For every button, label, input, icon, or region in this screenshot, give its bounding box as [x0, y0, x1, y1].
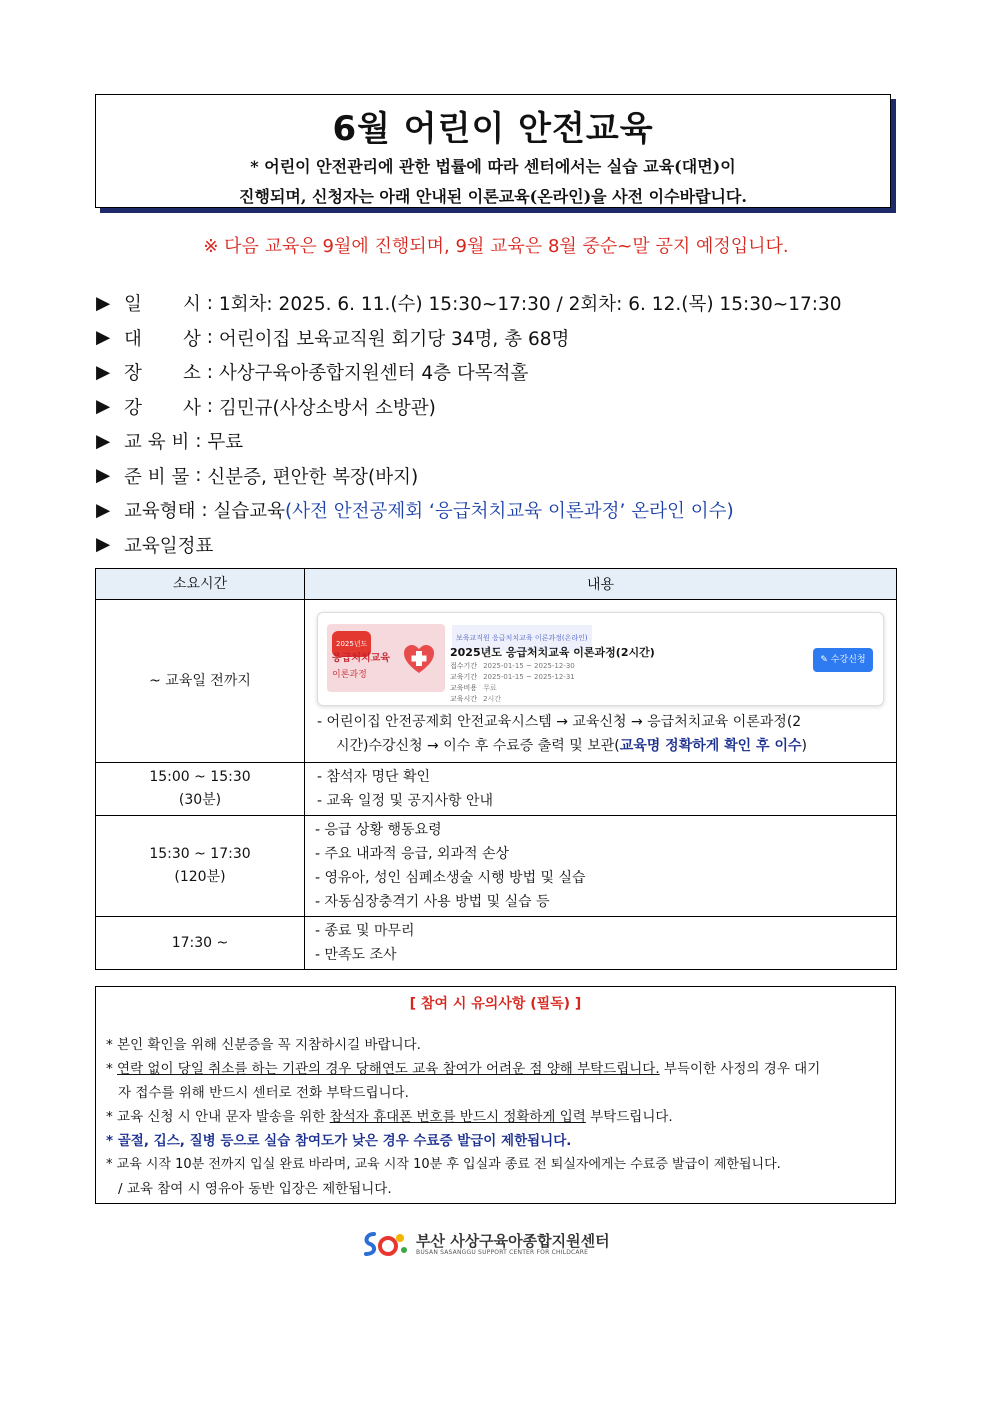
meta-value: 2025-01-15 ~ 2025-12-31: [483, 673, 575, 681]
info-sep: :: [200, 396, 219, 418]
info-sep: :: [195, 499, 214, 521]
org-english-name: BUSAN SASANGGU SUPPORT CENTER FOR CHILDCARE: [416, 1248, 589, 1256]
meta-key: 교육비용: [450, 684, 478, 692]
info-sep: :: [200, 292, 219, 314]
caution-list: [96, 1033, 895, 1201]
footer-text: [416, 1233, 610, 1256]
info-row-schedule: [96, 528, 916, 563]
time-cell: [96, 816, 305, 917]
info-key: 교육형태: [124, 501, 196, 523]
info-sep: :: [189, 430, 208, 452]
thumbnail-title: 응급처치교육: [332, 653, 390, 664]
info-row-supplies: [96, 459, 916, 494]
page-title: 6월 어린이 안전교육: [332, 109, 654, 149]
column-header-content: 내용: [305, 569, 897, 600]
info-value-note: (사전 안전공제회 ‘응급처치교육 이론과정’ 온라인 이수): [284, 501, 734, 523]
time-duration: (120분): [174, 869, 226, 885]
info-row-date: [96, 286, 916, 321]
info-value: 1회차: 2025. 6. 11.(수) 15:30~17:30 / 2회차: 6. 12.(목) 15:30~17:30: [218, 294, 842, 316]
info-key: 대 상: [124, 328, 201, 350]
course-card[interactable]: [317, 612, 884, 706]
content-line: - 어린이집 안전공제회 안전교육시스템 → 교육신청 → 응급처치교육 이론과정(2: [317, 714, 802, 730]
info-key: 준 비 물: [124, 466, 190, 488]
info-key: 강 사: [124, 397, 201, 419]
caution-item: * 본인 확인을 위해 신분증을 꼭 지참하시길 바랍니다.: [106, 1037, 421, 1053]
content-line: - 참석자 명단 확인: [317, 769, 431, 785]
caution-box: [95, 986, 896, 1204]
time-range: ~ 교육일 전까지: [149, 672, 251, 689]
org-name: 부산 사상구육아종합지원센터: [416, 1231, 610, 1250]
subtitle-line-1: * 어린이 안전관리에 관한 법률에 따라 센터에서는 실습 교육(대면)이: [250, 157, 736, 176]
caution-heading: [ 참여 시 유의사항 (필독) ]: [409, 996, 582, 1012]
footer-logo: [360, 1227, 610, 1261]
triangle-bullet-icon: ▶: [96, 327, 111, 349]
info-key: 일 시: [124, 294, 201, 316]
title-box: [95, 94, 891, 208]
content-line-end: ): [801, 738, 807, 754]
content-line: - 영유아, 성인 심폐소생술 시행 방법 및 실습: [315, 870, 586, 886]
content-cell: [305, 600, 897, 763]
caution-item: [106, 1057, 895, 1081]
thumbnail-subtitle: 이론과정: [332, 670, 367, 680]
content-line-highlight: 교육명 정확하게 확인 후 이수: [619, 738, 802, 754]
triangle-bullet-icon: ▶: [96, 361, 111, 383]
time-range: 15:00 ~ 15:30: [149, 769, 251, 785]
info-sep: :: [200, 327, 219, 349]
content-line: - 응급 상황 행동요령: [315, 822, 442, 838]
time-cell: [96, 917, 305, 970]
column-header-time: 소요시간: [96, 569, 305, 600]
course-title: 2025년도 응급처치교육 이론과정(2시간): [450, 646, 655, 659]
content-cell: [305, 917, 897, 970]
content-line: - 만족도 조사: [315, 947, 397, 963]
course-category-tag: 보육교직원 응급처치교육 이론과정(온라인): [452, 625, 592, 651]
thumbnail-year-badge: 2025년도: [332, 631, 371, 657]
time-cell: [96, 763, 305, 816]
content-cell: [305, 763, 897, 816]
info-row-fee: [96, 424, 916, 459]
caution-text: * 교육 신청 시 안내 문자 발송을 위한: [106, 1109, 330, 1125]
table-row: [96, 917, 897, 970]
caution-item-cont: 자 접수를 위해 반드시 센터로 전화 부탁드립니다.: [118, 1085, 409, 1101]
time-cell: [96, 600, 305, 763]
content-line: - 자동심장충격기 사용 방법 및 실습 등: [315, 894, 550, 910]
course-meta: [450, 661, 575, 705]
enroll-button[interactable]: ✎ 수강신청: [813, 648, 873, 672]
next-session-notice: ※ 다음 교육은 9월에 진행되며, 9월 교육은 8월 중순~말 공지 예정입니다.: [203, 236, 789, 257]
info-row-instructor: [96, 390, 916, 425]
table-row: [96, 600, 897, 763]
info-key: 장 소: [124, 363, 201, 385]
triangle-bullet-icon: ▶: [96, 499, 111, 521]
meta-value: 2025-01-15 ~ 2025-12-30: [483, 662, 575, 670]
meta-key: 교육시간: [450, 695, 478, 703]
content-line-text: 시간)수강신청 → 이수 후 수료증 출력 및 보관(: [336, 738, 620, 754]
info-key: 교 육 비: [124, 432, 190, 454]
caution-text: 부탁드립니다.: [585, 1109, 673, 1125]
content-line: - 종료 및 마무리: [315, 923, 415, 939]
meta-value: 무료: [483, 684, 497, 692]
content-cell: [305, 816, 897, 917]
center-logo-icon: [360, 1228, 410, 1260]
meta-key: 접수기간: [450, 662, 478, 670]
meta-value: 2시간: [483, 695, 502, 703]
meta-key: 교육기간: [450, 673, 478, 681]
caution-item: [106, 1105, 895, 1129]
time-range: 15:30 ~ 17:30: [149, 846, 251, 862]
triangle-bullet-icon: ▶: [96, 396, 111, 418]
info-value: 신분증, 편안한 복장(바지): [207, 466, 419, 488]
heart-cross-icon: [402, 643, 436, 679]
info-value: 김민규(사상소방서 소방관): [218, 397, 436, 419]
time-duration: (30분): [178, 792, 222, 808]
table-header-row: [96, 569, 897, 600]
info-value: 어린이집 보육교직원 회기당 34명, 총 68명: [218, 328, 570, 350]
schedule-table: [95, 568, 897, 970]
caution-item-cont: / 교육 참여 시 영유아 동반 입장은 제한됩니다.: [118, 1181, 392, 1197]
info-sep: :: [200, 361, 219, 383]
info-list: [96, 286, 916, 562]
triangle-bullet-icon: ▶: [96, 430, 111, 452]
info-row-place: [96, 355, 916, 390]
content-line: - 주요 내과적 응급, 외과적 손상: [315, 846, 510, 862]
time-range: 17:30 ~: [171, 934, 229, 951]
triangle-bullet-icon: ▶: [96, 292, 111, 314]
info-value: 사상구육아종합지원센터 4층 다목적홀: [218, 363, 529, 385]
caution-underline: 연락 없이 당일 취소를 하는 기관의 경우 당해연도 교육 참여가 어려운 점 양해 부탁드립니다.: [117, 1061, 660, 1077]
triangle-bullet-icon: ▶: [96, 465, 111, 487]
content-line: - 교육 일정 및 공지사항 안내: [317, 793, 494, 809]
table-row: [96, 763, 897, 816]
caution-item-highlight: * 골절, 깁스, 질병 등으로 실습 참여도가 낮은 경우 수료증 발급이 제한됩니다.: [106, 1133, 572, 1149]
caution-item: * 교육 시작 10분 전까지 입실 완료 바라며, 교육 시작 10분 후 입실과 종료 전 퇴실자에게는 수료증 발급이 제한됩니다.: [106, 1157, 781, 1172]
content-line: [315, 734, 886, 758]
triangle-bullet-icon: ▶: [96, 534, 111, 556]
info-value: 실습교육: [213, 501, 285, 523]
subtitle-line-2: 진행되며, 신청자는 아래 안내된 이론교육(온라인)을 사전 이수바랍니다.: [239, 187, 747, 206]
info-row-format: [96, 493, 916, 528]
info-row-target: [96, 321, 916, 356]
info-sep: :: [189, 465, 208, 487]
caution-text: 부득이한 사정의 경우 대기: [659, 1061, 821, 1077]
caution-underline: 참석자 휴대폰 번호를 반드시 정확하게 입력: [329, 1109, 586, 1125]
caution-text: *: [106, 1061, 118, 1077]
info-key: 교육일정표: [124, 535, 214, 557]
table-row: [96, 816, 897, 917]
info-value: 무료: [207, 432, 244, 454]
